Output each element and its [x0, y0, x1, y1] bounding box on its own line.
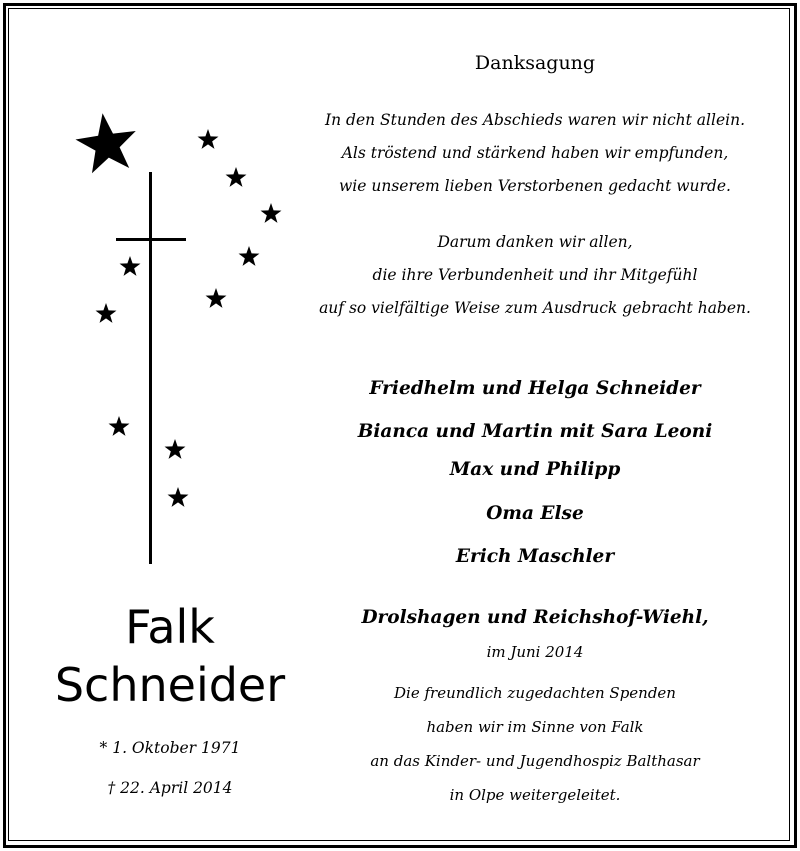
thanks-paragraph-2 [315, 226, 755, 325]
text-line: auf so vielfältige Weise zum Ausdruck gebracht haben. [319, 299, 751, 317]
star-icon [198, 129, 219, 149]
text-line: In den Stunden des Abschieds waren wir nicht allein. [324, 111, 745, 129]
place: Drolshagen und Reichshof-Wiehl, [361, 607, 709, 628]
star-icon [96, 303, 117, 323]
star-icon [120, 256, 141, 276]
mourner-name: Erich Maschler [455, 546, 615, 567]
text-line: Darum danken wir allen, [437, 233, 633, 251]
text-line: Die freundlich zugedachten Spenden [394, 684, 676, 702]
star-icon [261, 203, 282, 223]
star-icon [168, 487, 189, 507]
text-line: die ihre Verbundenheit und ihr Mitgefühl [372, 266, 698, 284]
donation-note [315, 676, 755, 812]
deceased-name [20, 598, 320, 714]
date: im Juni 2014 [486, 643, 584, 661]
first-name: Falk [125, 600, 215, 654]
text-line: wie unserem lieben Verstorbenen gedacht wurde. [339, 177, 731, 195]
text-line: haben wir im Sinne von Falk [426, 718, 644, 736]
cross-icon [116, 172, 186, 564]
text-line: an das Kinder- und Jugendhospiz Balthasar [370, 752, 700, 770]
star-icon [72, 109, 140, 175]
star-icon [109, 416, 130, 436]
star-icon [165, 439, 186, 459]
text-line: Als tröstend und stärkend haben wir empfunden, [341, 144, 729, 162]
text-line: in Olpe weitergeleitet. [449, 786, 621, 804]
last-name: Schneider [54, 658, 286, 712]
death-date: † 22. April 2014 [107, 779, 233, 797]
star-icon [239, 246, 260, 266]
thanks-paragraph-1 [315, 104, 755, 203]
mourner-name: Bianca und Martin mit Sara Leoni [357, 421, 713, 442]
star-icon [226, 167, 247, 187]
birth-date: * 1. Oktober 1971 [99, 739, 241, 757]
mourner-name: Friedhelm und Helga Schneider [369, 378, 701, 399]
heading: Danksagung [474, 52, 596, 74]
star-icon [206, 288, 227, 308]
mourner-name: Oma Else [486, 503, 584, 524]
mourner-name: Max und Philipp [449, 459, 621, 480]
